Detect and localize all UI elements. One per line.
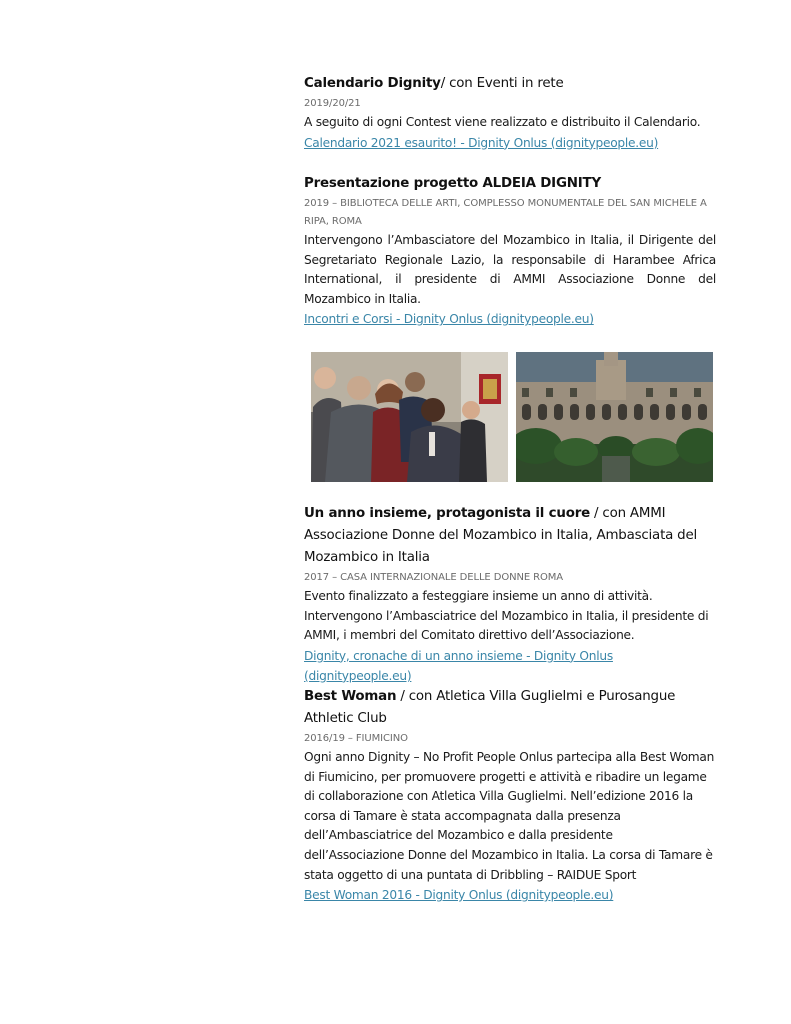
section-title-bold: Presentazione progetto ALDEIA DIGNITY	[304, 176, 601, 191]
section-meta: 2019/20/21	[304, 98, 361, 109]
section-title-rest: / con Eventi in rete	[440, 76, 564, 91]
section-meta: 2017 – CASA INTERNAZIONALE DELLE DONNE ROMA	[304, 572, 564, 583]
section-title	[304, 73, 716, 95]
section-title-bold: Un anno insieme, protagonista il cuore	[304, 506, 590, 521]
section-body: Evento finalizzato a festeggiare insieme un anno di attività. Intervengono l’Ambasciatrice del Mozambico in Italia, il presidente di AMMI, i membri del Comitato direttivo dell’Associazione.	[304, 589, 709, 643]
section-calendario	[304, 73, 716, 153]
section-meta: 2019 – BIBLIOTECA DELLE ARTI, COMPLESSO MONUMENTALE DEL SAN MICHELE A RIPA, ROMA	[304, 198, 707, 227]
section-best-woman	[304, 686, 716, 905]
section-link[interactable]: Best Woman 2016 - Dignity Onlus (dignitypeople.eu)	[304, 888, 614, 903]
section-title	[304, 503, 716, 569]
section-body: Ogni anno Dignity – No Profit People Onlus partecipa alla Best Woman di Fiumicino, per promuovere progetti e attività e ribadire un legame di collaborazione con Atletica Villa Guglielmi. Nell’edizione 2016 la corsa di Tamare è stata accompagnata dalla presenza dell’Ambasciatrice del Mozambico e dalla presidente dell’Associazione Donne del Mozambico in Italia. La corsa di Tamare è stata oggetto di una puntata di Dribbling – RAIDUE Sport	[304, 750, 715, 882]
section-anno-insieme	[304, 503, 716, 686]
section-aldeia	[304, 173, 716, 329]
section-link[interactable]: Calendario 2021 esaurito! - Dignity Onlus (dignitypeople.eu)	[304, 135, 659, 150]
cloister-photo	[516, 352, 713, 482]
event-photo-people	[311, 352, 508, 482]
section-title-bold: Calendario Dignity	[304, 76, 441, 91]
section-title	[304, 173, 716, 195]
section-title-bold: Best Woman	[304, 689, 397, 704]
section-body: Intervengono l’Ambasciatore del Mozambico in Italia, il Dirigente del Segretariato Regionale Lazio, la responsabile di Harambee Africa International, il presidente di AMMI Associazione Donne del Mozambico in Italia.	[304, 233, 716, 306]
section-meta: 2016/19 – FIUMICINO	[304, 733, 408, 744]
section-body: A seguito di ogni Contest viene realizzato e distribuito il Calendario.	[304, 115, 701, 129]
section-link[interactable]: Dignity, cronache di un anno insieme - Dignity Onlus (dignitypeople.eu)	[304, 648, 613, 683]
section-title	[304, 686, 716, 730]
section-title-rest: / con AMMI Associazione Donne del Mozambico in Italia, Ambasciata del Mozambico in Italia	[304, 506, 698, 565]
section-title-rest: / con Atletica Villa Guglielmi e Purosangue Athletic Club	[304, 689, 676, 726]
section-link[interactable]: Incontri e Corsi - Dignity Onlus (dignitypeople.eu)	[304, 312, 594, 327]
